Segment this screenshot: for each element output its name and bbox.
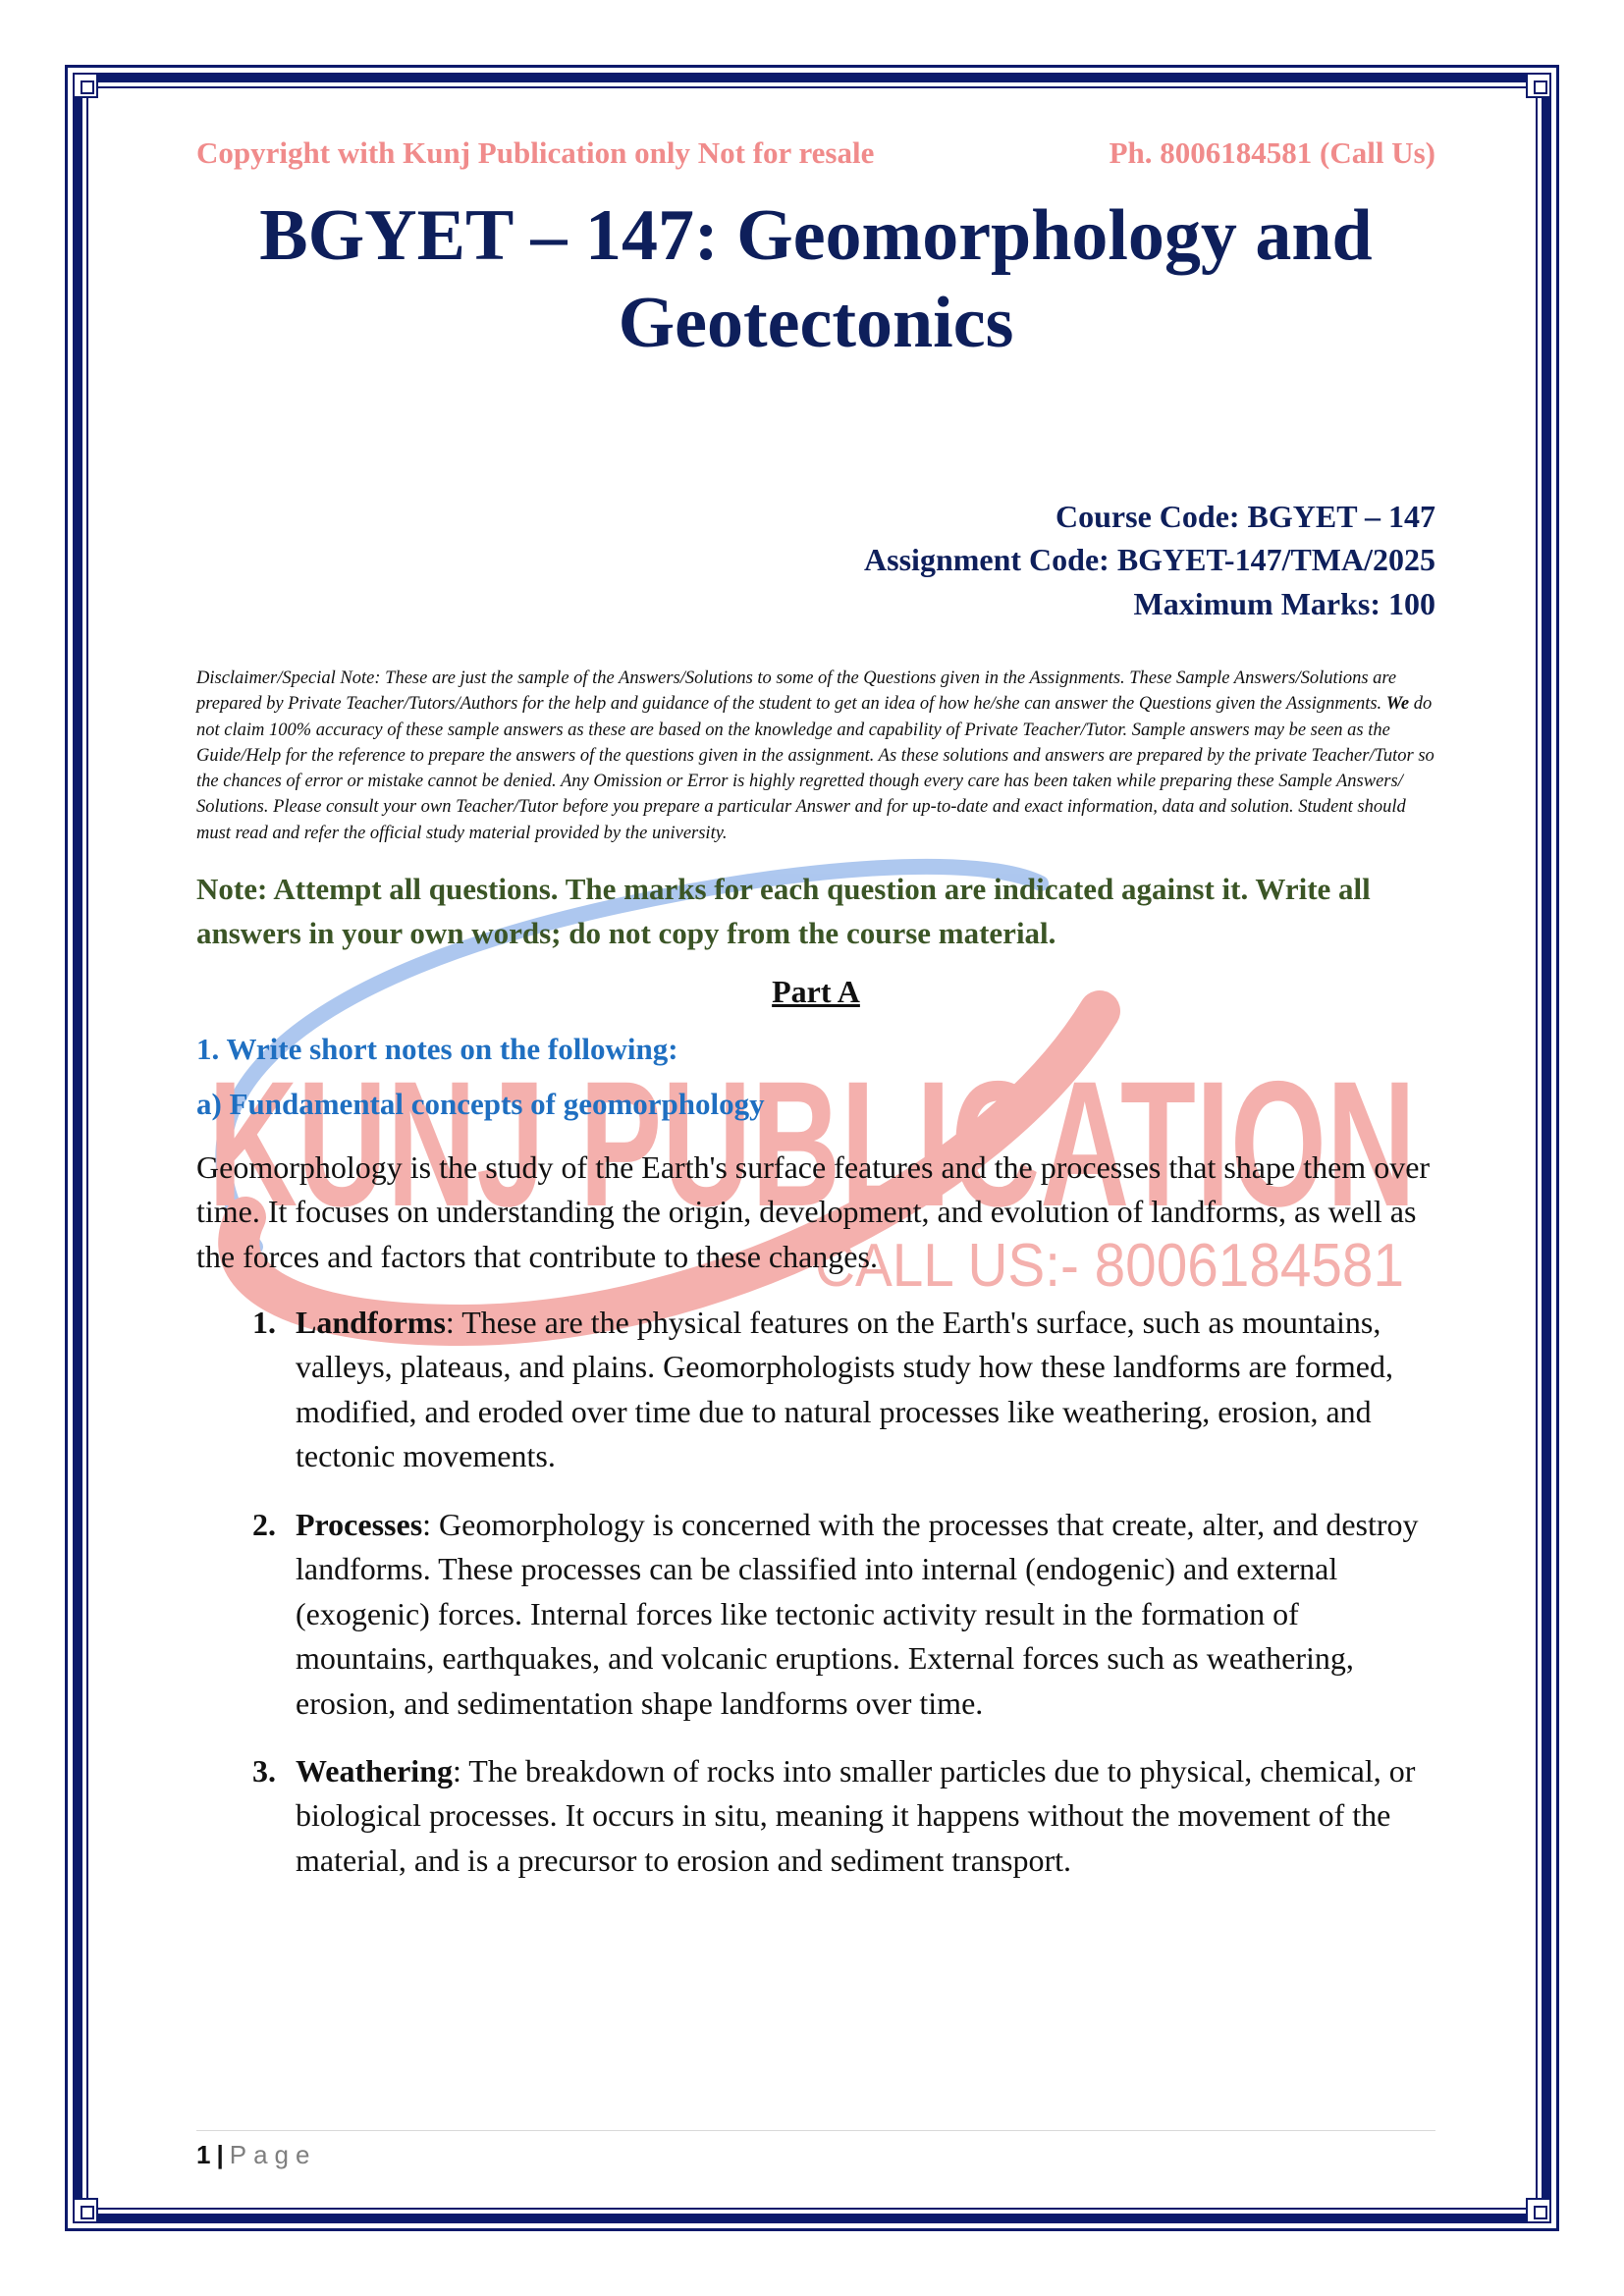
svg-text:CALL US:- 8006184581: CALL US:- 8006184581 <box>815 1232 1404 1300</box>
border-corner-ornament <box>73 2198 98 2223</box>
border-corner-ornament <box>1526 2198 1551 2223</box>
list-text: : The breakdown of rocks into smaller particles due to physical, chemical, or biological processes. It occurs in situ, meaning it happens without the movement of the material, and is a precursor to erosion and sediment transport. <box>296 1752 1416 1878</box>
list-number: 2. <box>252 1506 276 1542</box>
list-number: 1. <box>252 1305 276 1341</box>
concepts-list <box>196 1301 1435 1883</box>
page-content <box>196 135 1435 1906</box>
document-title-line: Geotectonics <box>618 282 1014 363</box>
list-number: 3. <box>252 1752 276 1789</box>
page-footer <box>196 2140 316 2170</box>
assignment-codes <box>196 495 1435 626</box>
footer-divider <box>196 2130 1435 2131</box>
instructions-note: Note: Attempt all questions. The marks for each question are indicated against it. Write all answers in your own words; do not copy from the course material. <box>196 871 1371 950</box>
disclaimer-note <box>196 666 1435 846</box>
copyright-header <box>196 135 1435 171</box>
page-number: 1 <box>196 2140 211 2169</box>
sub-question-heading: a) Fundamental concepts of geomorphology <box>196 1086 765 1121</box>
list-body <box>296 1749 1435 1883</box>
intro-paragraph: Geomorphology is the study of the Earth's surface features and the processes that shape them over time. It focuses on understanding the origin, development, and evolution of landforms, as well as the forces and factors that contribute to these changes. <box>196 1148 1431 1274</box>
page-label: Page <box>229 2140 317 2169</box>
document-title <box>196 192 1435 367</box>
list-item <box>196 1503 1435 1726</box>
border-corner-ornament <box>73 73 98 98</box>
copyright-notice: Copyright with Kunj Publication only Not for resale <box>196 135 875 170</box>
question-heading: 1. Write short notes on the following: <box>196 1031 678 1066</box>
list-body <box>296 1301 1435 1479</box>
disclaimer-text: Disclaimer/Special Note: These are just the sample of the Answers/Solutions to some of the Questions given in the Assignments. These Sample Answers/Solutions are prepared by Private Teacher/Tutors/Authors for the help and guidance of the student to get an idea of how he/she can answer the Questions given the Assignments. <box>196 667 1397 715</box>
list-text: : These are the physical features on the Earth's surface, such as mountains, valleys, plateaus, and plains. Geomorphologists study how these landforms are formed, modified, and eroded over time due to natural processes like weathering, erosion, and tectonic movements. <box>296 1305 1393 1474</box>
list-term: Weathering <box>296 1752 453 1789</box>
disclaimer-text: do not claim 100% accuracy of these sample answers as these are based on the knowledge and capability of Private Teacher/Tutor. Sample answers may be seen as the Guide/Help for the reference to prepare the answers of the questions given in the assignment. As these solutions and answers are prepared by the private Teacher/Tutor so the chances of error or mistake cannot be denied. Any Omission or Error is highly regretted though every care has been taken while preparing these Sample Answers/ Solutions. Please consult your own Teacher/Tutor before you prepare a particular Answer and for up-to-date and exact information, data and solution. Student should must read and refer the official study material provided by the university. <box>196 694 1435 843</box>
disclaimer-bold-word: We <box>1385 694 1410 715</box>
svg-text:KUNJ PUBLICATION: KUNJ PUBLICATION <box>208 1043 1416 1244</box>
list-item <box>196 1749 1435 1883</box>
part-heading: Part A <box>772 973 860 1009</box>
maximum-marks: Maximum Marks: 100 <box>1133 586 1435 622</box>
document-title-line: BGYET – 147: Geomorphology and <box>259 195 1373 276</box>
border-corner-ornament <box>1526 73 1551 98</box>
assignment-code: Assignment Code: BGYET-147/TMA/2025 <box>864 542 1435 578</box>
list-item <box>196 1301 1435 1479</box>
list-body <box>296 1503 1435 1726</box>
course-code: Course Code: BGYET – 147 <box>1056 498 1435 534</box>
list-term: Processes <box>296 1506 423 1542</box>
list-text: : Geomorphology is concerned with the processes that create, alter, and destroy landforms. These processes can be classified into internal (endogenic) and external (exogenic) forces. Internal forces like tectonic activity result in the formation of mountains, earthquakes, and volcanic eruptions. External forces such as weathering, erosion, and sedimentation shape landforms over time. <box>296 1506 1419 1721</box>
phone-contact: Ph. 8006184581 (Call Us) <box>1109 135 1435 170</box>
footer-separator: | <box>216 2140 224 2169</box>
list-term: Landforms <box>296 1305 446 1341</box>
